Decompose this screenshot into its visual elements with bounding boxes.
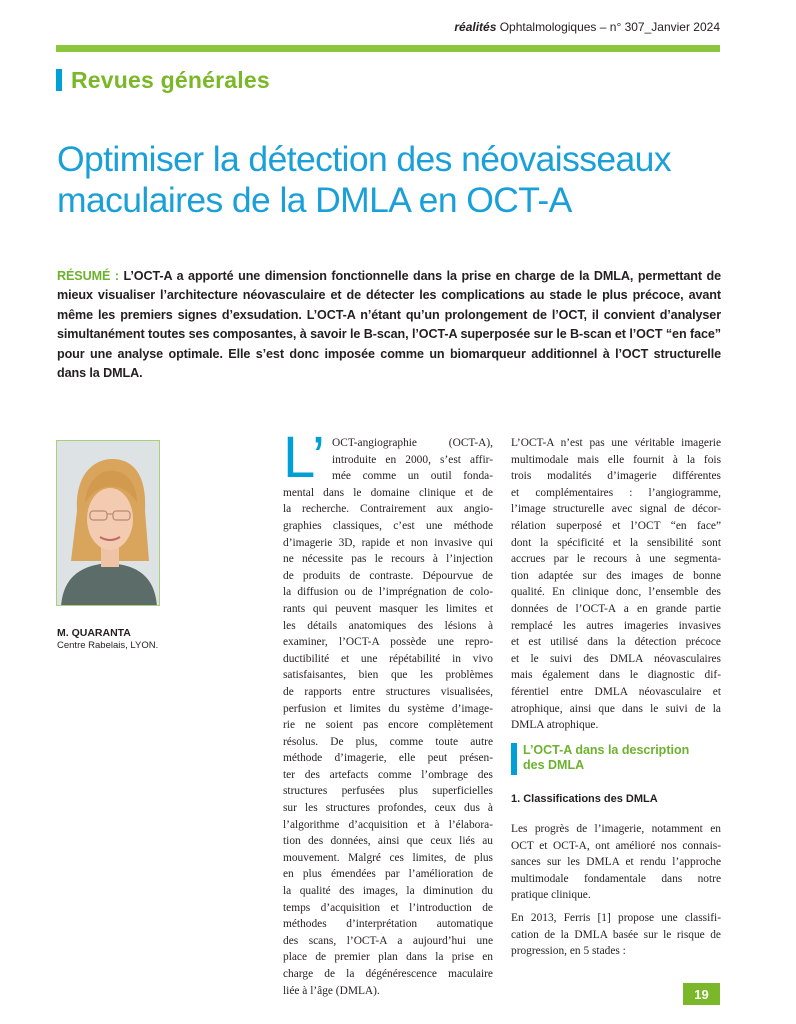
text-line: la qualité des images, la diminution du [283, 885, 493, 898]
subheading-marker [511, 743, 517, 775]
summary [57, 267, 721, 383]
text-line: les détails anatomiques des lésions à [283, 619, 493, 632]
text-line: en plus émendées par l’amélioration de [283, 868, 493, 881]
text-line: l’algorithme d’acquisition et à l’élabora- [283, 818, 493, 831]
text-line: introduite en 2000, s’est affir- [332, 453, 493, 466]
text-line: Les progrès de l’imagerie, notamment en [511, 823, 721, 835]
section-marker [56, 69, 62, 91]
text-line: multimodale mais elle fournit à la fois [511, 453, 721, 466]
body-column-1 [283, 435, 493, 999]
text-line: temps d’acquisition et l’introduction de [283, 901, 493, 914]
text-line: ductibilité et une répétabilité in vivo [283, 652, 493, 665]
text-line: accrues par le recours à une segmenta- [511, 553, 721, 566]
text-line: remplacé les autres imageries invasives [511, 619, 721, 632]
body-column-2 [511, 435, 721, 734]
text-line: de produits de contraste. Dépourvue de [283, 569, 493, 582]
text-line: des scans, l’OCT-A a aujourd’hui une [283, 934, 493, 947]
text-line: En 2013, Ferris [1] propose une classifi- [511, 912, 721, 924]
text-line: liée à l’âge (DMLA). [283, 984, 380, 997]
text-line: rants qui peuvent masquer les limites et [283, 602, 493, 615]
text-line: trois modalités d’imagerie différentes [511, 470, 721, 483]
title-line: Optimiser la détection des néovaisseaux [57, 139, 671, 179]
text-line: de rapports entre structures visualisées, [283, 685, 493, 698]
section-label: Revues générales [71, 66, 270, 93]
summary-text: L’OCT-A a apporté une dimension fonctionnelle dans la prise en charge de la DMLA, permettant de mieux visualiser l’architecture néovasculaire et de détecter les complications au stade le plus précoce, avant même les premiers signes d’exsudation. L’OCT-A n’étant qu’un prolongement de l’OCT, il convient d’analyser simultanément toutes ses composantes, à savoir le B-scan, l’OCT-A superposée sur le B-scan et l’OCT “en face” pour une analyse optimale. Elle s’est donc imposée comme un biomarqueur additionnel à l’OCT structurelle dans la DMLA. [57, 269, 721, 381]
body-paragraph-ferris [511, 910, 721, 960]
text-line: sur les structures profondes, ceux dus à [283, 802, 493, 815]
text-line: charge de la dégénérescence maculaire [283, 968, 493, 980]
text-line: tion adaptée sur des images de bonne [511, 569, 721, 582]
text-line: multimodale fondamentale dans notre [511, 872, 721, 885]
subheading-text [523, 743, 689, 775]
text-line: d’imagerie 3D, rapide et non invasive qui [283, 536, 493, 549]
text-line: et le suivi des DMLA néovasculaires [511, 652, 721, 665]
text-line: perfusion et limites du système d’image- [283, 702, 493, 715]
text-line: cation de la DMLA basée sur le risque de [511, 928, 721, 941]
section-heading [56, 66, 270, 94]
text-line: OCT et OCT-A, ont amélioré nos connais- [511, 839, 721, 852]
text-line: mouvement. Malgré ces limites, de plus [283, 851, 493, 864]
drop-cap: L’ [283, 425, 325, 490]
text-line: mais également dans le diagnostic dif- [511, 669, 721, 682]
text-line: dont la spécificité et la sensibilité sont [511, 536, 721, 549]
text-line: l’image structurelle avec signal de décor- [511, 503, 721, 516]
text-line: et est utilisé dans la détection précoce [511, 636, 721, 649]
text-line: place de premier plan dans la prise en [283, 951, 493, 964]
text-line: progression, en 5 stades : [511, 945, 626, 958]
top-rule [56, 45, 720, 52]
author-affiliation: Centre Rabelais, LYON. [57, 640, 159, 651]
text-line: données de l’OCT-A a en grande partie [511, 602, 721, 615]
article-title [57, 139, 737, 221]
text-line: et complémentaires : l’angiogramme, [511, 486, 721, 499]
text-line: atrophique, ainsi que dans le suivi de la [511, 702, 721, 715]
text-line: la recherche. Contrairement aux angio- [283, 503, 493, 516]
text-line: satisfaisantes, bien que les problèmes [283, 669, 493, 682]
body-paragraph-progress [511, 821, 721, 904]
text-line: DMLA atrophique. [511, 719, 599, 732]
text-line: tion des données, ainsi que ceux liés au [283, 835, 493, 848]
author-portrait-illustration [57, 441, 160, 606]
text-line: rie ne soient pas encore complètement [283, 719, 493, 732]
text-line: graphies classiques, c’est une méthode [283, 519, 493, 532]
journal-header: réalités Ophtalmologiques – n° 307_Janvier 2024 [454, 20, 720, 34]
text-line: pratique clinique. [511, 889, 591, 902]
text-line: mental dans le domaine clinique et de [283, 486, 493, 499]
text-line: qualité. En clinique donc, l’ensemble des [511, 586, 721, 599]
text-line: mée comme un outil fonda- [332, 470, 493, 483]
text-line: férentiel entre DMLA néovasculaire et [511, 685, 721, 698]
text-line: L’OCT-A n’est pas une véritable imagerie [511, 437, 721, 449]
text-line: sances sur les DMLA et rendu l’approche [511, 856, 721, 869]
text-line: ter des artefacts comme l’ombrage des [283, 768, 493, 781]
text-line: méthodes d’interprétation automatique [283, 918, 493, 931]
subheading [511, 743, 689, 775]
text-line: rélation superposé et l’OCT “en face” [511, 519, 721, 532]
text-line: OCT-angiographie (OCT-A), [332, 437, 493, 449]
subheading-line: L’OCT-A dans la description [523, 743, 690, 757]
classification-heading: 1. Classifications des DMLA [511, 793, 658, 805]
page-number: 19 [683, 983, 720, 1005]
text-line: structures perfusées plus superficielles [283, 785, 493, 798]
subheading-line: des DMLA [523, 758, 585, 772]
text-line: ne nécessite pas le recours à l’injection [283, 553, 493, 566]
author-name: M. QUARANTA [57, 627, 131, 639]
title-line: maculaires de la DMLA en OCT-A [57, 180, 572, 220]
text-line: examiner, l’OCT-A possède une repro- [283, 636, 493, 649]
text-line: résolus. De plus, comme toute autre [283, 735, 493, 748]
summary-lead: RÉSUMÉ : [57, 269, 124, 283]
text-line: méthode d’imagerie, elle peut présen- [283, 752, 493, 765]
author-photo [56, 440, 160, 606]
text-line: la diffusion ou de l’imprégnation de colo- [283, 586, 493, 599]
